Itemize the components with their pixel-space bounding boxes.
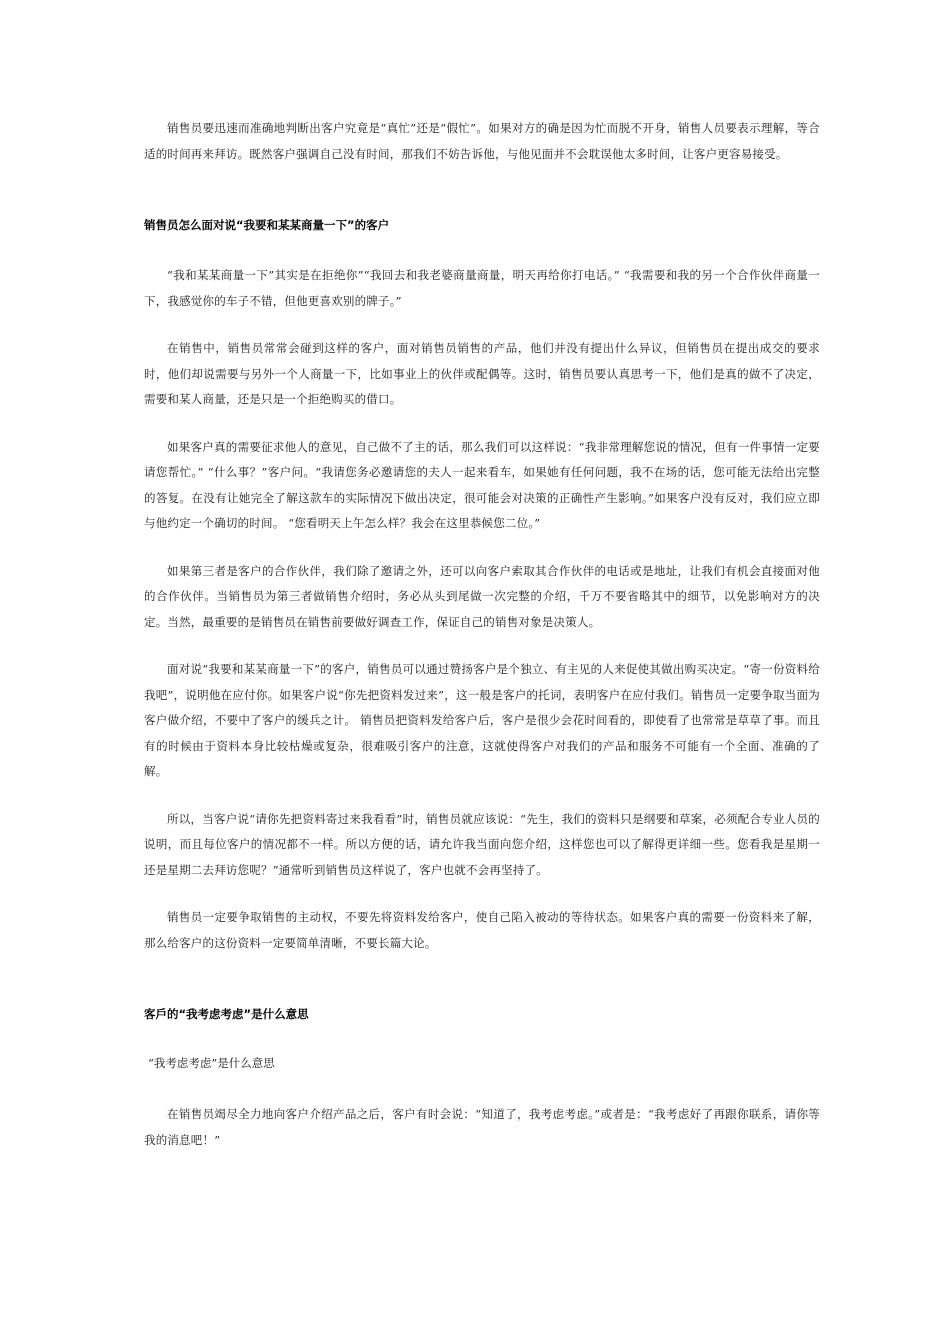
- document-body: [144, 116, 820, 1153]
- paragraph: 面对说“我要和某某商量一下”的客户，销售员可以通过赞扬客户是个独立、有主见的人来促使其做出购买决定。“寄一份资料给我吧”，说明他在应付你。如果客户说“你先把资料发过来”，这一般是客户的托词，表明客户在应付我们。销售员一定要争取当面为客户做介绍，不要中了客户的缓兵之计。 销售员把资料发给客户后，客户是很少会花时间看的，即使看了也常常是草草了事。而且有的时候由于资料本身比较枯燥或复杂，很难吸引客户的注意，这就使得客户对我们的产品和服务不可能有一个全面、准确的了解。: [144, 662, 820, 778]
- paragraph: 在销售员竭尽全力地向客户介绍产品之后，客户有时会说：“知道了，我考虑考虑。”或者是：“我考虑好了再跟你联系，请你等我的消息吧！”: [144, 1107, 820, 1147]
- paragraph: 在销售中，销售员常常会碰到这样的客户，面对销售员销售的产品，他们并没有提出什么异议，但销售员在提出成交的要求时，他们却说需要与另外一个人商量一下，比如事业上的伙伴或配偶等。这时，销售员要认真思考一下，他们是真的做不了决定，需要和某人商量，还是只是一个拒绝购买的借口。: [144, 341, 820, 406]
- paragraph: 如果客户真的需要征求他人的意见，自己做不了主的话，那么我们可以这样说：“我非常理解您说的情况，但有一件事情一定要请您帮忙。” “什么事？”客户问。“我请您务必邀请您的夫人一起来看车，如果她有任何问题，我不在场的话，您可能无法给出完整的答复。在没有让她完全了解这款车的实际情况下做出决定，很可能会对决策的正确性产生影响。”如果客户没有反对，我们应立即与他约定一个确切的时间。 “您看明天上午怎么样？我会在这里恭候您二位。”: [144, 439, 820, 530]
- subheading: “我考虑考虑”是什么意思: [148, 1056, 275, 1070]
- paragraph: 所以，当客户说“请你先把资料寄过来我看看”时，销售员就应该说：“先生，我们的资料只是纲要和草案，必须配合专业人员的说明，而且每位客户的情况都不一样。所以方便的话，请允许我当面向您介绍，这样您也可以了解得更详细一些。您看我是星期一还是星期二去拜访您呢？”通常听到销售员这样说了，客户也就不会再坚持了。: [144, 811, 820, 877]
- paragraph: 销售员一定要争取销售的主动权，不要先将资料发给客户，使自己陷入被动的等待状态。如果客户真的需要一份资料来了解，那么给客户的这份资料一定要简单清晰，不要长篇大论。: [144, 910, 820, 950]
- paragraph: 如果第三者是客户的合作伙伴，我们除了邀请之外，还可以向客户索取其合作伙伴的电话或是地址，让我们有机会直接面对他的合作伙伴。当销售员为第三者做销售介绍时，务必从头到尾做一次完整的介绍，千万不要省略其中的细节，以免影响对方的决定。当然，最重要的是销售员在销售前要做好调查工作，保证自己的销售对象是决策人。: [144, 563, 820, 629]
- section-heading: 客戶的“我考虑考虑”是什么意思: [144, 1007, 309, 1021]
- section-heading: 销售员怎么面对说“我要和某某商量一下”的客户: [144, 218, 390, 232]
- paragraph: 销售员要迅速而准确地判断出客户究竟是“真忙”还是“假忙”。如果对方的确是因为忙而脱不开身，销售人员要表示理解，等合适的时间再来拜访。既然客户强调自己没有时间，那我们不妨告诉他，与他见面并不会耽误他太多时间，让客户更容易接受。: [144, 121, 820, 161]
- paragraph: “我和某某商量一下”其实是在拒绝你”“我回去和我老婆商量商量，明天再给你打电话。” “我需要和我的另一个合作伙伴商量一下，我感觉你的车子不错，但他更喜欢别的牌子。”: [144, 268, 820, 308]
